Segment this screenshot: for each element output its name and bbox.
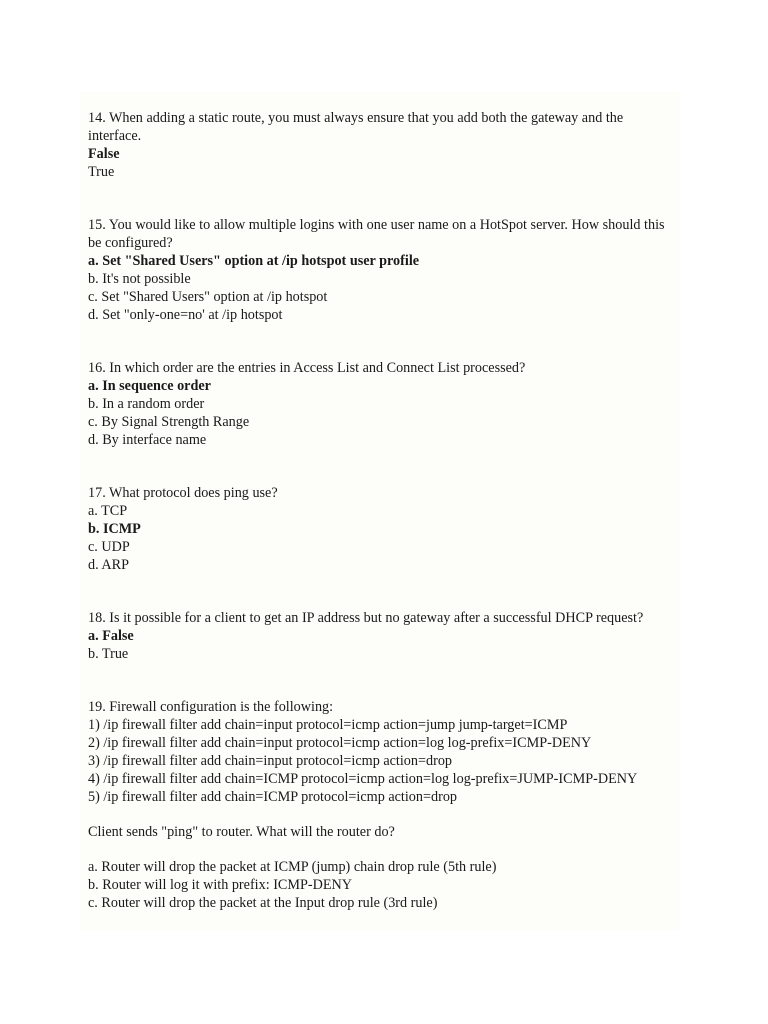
question-text: 16. In which order are the entries in Access List and Connect List processed? bbox=[88, 360, 526, 376]
answer-correct: a. False bbox=[88, 628, 134, 644]
question-prompt: Client sends "ping" to router. What will the router do? bbox=[88, 824, 395, 840]
question-text: 14. When adding a static route, you must always ensure that you add both the gateway and the interface. bbox=[88, 110, 624, 144]
question-14 bbox=[88, 109, 672, 181]
answer-option: c. By Signal Strength Range bbox=[88, 414, 250, 430]
question-17 bbox=[88, 484, 672, 574]
answer-option: c. Set "Shared Users" option at /ip hotspot bbox=[88, 289, 328, 305]
answer-option: c. Router will drop the packet at the Input drop rule (3rd rule) bbox=[88, 895, 438, 911]
answer-option: d. ARP bbox=[88, 557, 130, 573]
firewall-rule: 5) /ip firewall filter add chain=ICMP protocol=icmp action=drop bbox=[88, 789, 458, 805]
answer-option: d. By interface name bbox=[88, 432, 207, 448]
question-16 bbox=[88, 359, 672, 449]
answer-option: d. Set "only-one=no' at /ip hotspot bbox=[88, 307, 283, 323]
answer-option: b. It's not possible bbox=[88, 271, 191, 287]
question-text: 19. Firewall configuration is the following: bbox=[88, 699, 334, 715]
answer-option: True bbox=[88, 164, 115, 180]
question-18 bbox=[88, 609, 672, 663]
question-15 bbox=[88, 216, 672, 324]
quiz-content bbox=[80, 92, 680, 930]
question-19 bbox=[88, 698, 672, 912]
answer-correct: a. In sequence order bbox=[88, 378, 211, 394]
answer-option: a. TCP bbox=[88, 503, 128, 519]
question-text: 17. What protocol does ping use? bbox=[88, 485, 278, 501]
firewall-rule: 2) /ip firewall filter add chain=input protocol=icmp action=log log-prefix=ICMP-DENY bbox=[88, 735, 592, 751]
answer-option: a. Router will drop the packet at ICMP (jump) chain drop rule (5th rule) bbox=[88, 859, 497, 875]
question-text: 18. Is it possible for a client to get an IP address but no gateway after a successful DHCP request? bbox=[88, 610, 644, 626]
firewall-rule: 1) /ip firewall filter add chain=input protocol=icmp action=jump jump-target=ICMP bbox=[88, 717, 568, 733]
answer-correct: b. ICMP bbox=[88, 521, 141, 537]
answer-correct: a. Set "Shared Users" option at /ip hotspot user profile bbox=[88, 253, 420, 269]
answer-option: b. Router will log it with prefix: ICMP-DENY bbox=[88, 877, 353, 893]
answer-option: b. True bbox=[88, 646, 129, 662]
firewall-rule: 4) /ip firewall filter add chain=ICMP protocol=icmp action=log log-prefix=JUMP-ICMP-DENY bbox=[88, 771, 638, 787]
firewall-rule: 3) /ip firewall filter add chain=input protocol=icmp action=drop bbox=[88, 753, 453, 769]
answer-option: c. UDP bbox=[88, 539, 130, 555]
answer-correct: False bbox=[88, 146, 120, 162]
question-text: 15. You would like to allow multiple logins with one user name on a HotSpot server. How should this be configured? bbox=[88, 217, 665, 251]
answer-option: b. In a random order bbox=[88, 396, 205, 412]
